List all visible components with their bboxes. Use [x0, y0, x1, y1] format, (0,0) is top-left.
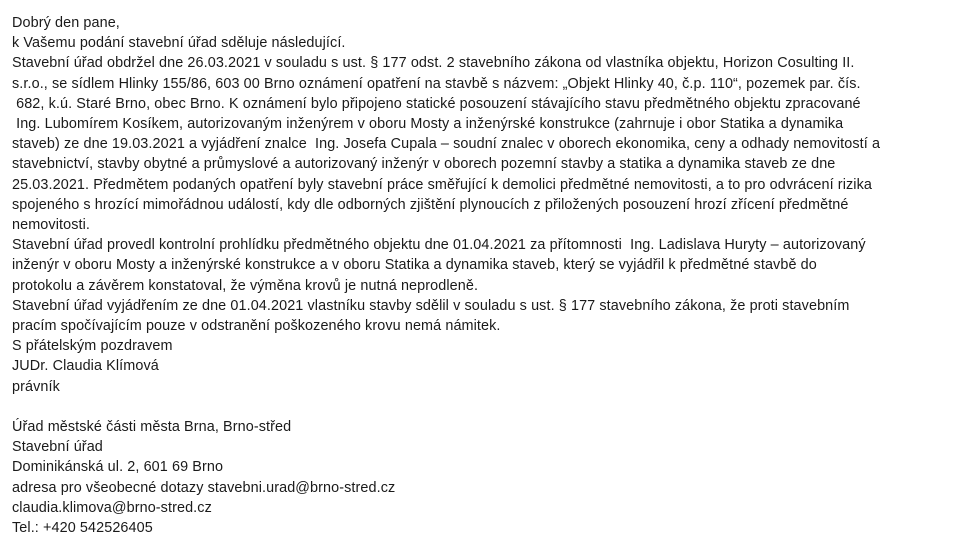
signature-title-line: právník: [12, 378, 60, 395]
letter-body-line: staveb) ze dne 19.03.2021 a vyjádření znalce Ing. Josefa Cupala – soudní znalec v oborech ekonomika, ceny a odhady nemovitostí a: [12, 136, 881, 153]
letter-body-line: 682, k.ú. Staré Brno, obec Brno. K oznámení bylo připojeno statické posouzení stávajícího stavu předmětného objektu zpracované: [12, 95, 861, 112]
letter-body-line: nemovitosti.: [12, 217, 90, 234]
letter-greeting-line: Dobrý den pane,: [12, 15, 120, 31]
footer-personal-email-line: claudia.klimova@brno-stred.cz: [12, 499, 212, 516]
letter-body-line: Stavební úřad provedl kontrolní prohlídku předmětného objektu dne 01.04.2021 za přítomnosti Ing. Ladislava Huryty – autorizovaný: [12, 237, 866, 254]
blank-separator-line: [12, 397, 960, 417]
footer-office-line: Úřad městské části města Brna, Brno-střed: [12, 419, 292, 436]
letter-body-line: pracím spočívajícím pouze v odstranění poškozeného krovu nemá námitek.: [12, 318, 501, 335]
letter-body-line: Ing. Lubomírem Kosíkem, autorizovaným inženýrem v oboru Mosty a inženýrské konstrukce (zahrnuje i obor Statika a dynamika: [12, 116, 844, 133]
letter-closing-line: S přátelským pozdravem: [12, 338, 173, 355]
footer-address-line: Dominikánská ul. 2, 601 69 Brno: [12, 459, 224, 476]
letter-body-line: protokolu a závěrem konstatoval, že výměna krovů je nutná neprodleně.: [12, 277, 479, 294]
letter-body-line: Stavební úřad obdržel dne 26.03.2021 v souladu s ust. § 177 odst. 2 stavebního zákona od vlastníka objektu, Horizon Cosulting II.: [12, 55, 855, 72]
footer-general-email-line: adresa pro všeobecné dotazy stavebni.urad@brno-stred.cz: [12, 479, 396, 496]
letter-body-line: s.r.o., se sídlem Hlinky 155/86, 603 00 Brno oznámení opatření na stavbě s názvem: „Objekt Hlinky 40, č.p. 110“, pozemek par. čís.: [12, 75, 861, 92]
letter-intro-line: k Vašemu podání stavební úřad sděluje následující.: [12, 35, 346, 52]
letter-body-line: spojeného s hrozící mimořádnou událostí, kdy dle odborných zjištění plynoucích z přiložených posouzení hrozí zřícení předmětné: [12, 196, 849, 213]
footer-phone-line: Tel.: +420 542526405: [12, 520, 153, 537]
letter-body-line: 25.03.2021. Předmětem podaných opatření byly stavební práce směřující k demolici předmětné nemovitosti, a to pro odvrácení rizika: [12, 176, 872, 193]
footer-department-line: Stavební úřad: [12, 439, 103, 456]
letter-body-line: stavebnictví, stavby obytné a průmyslové a autorizovaný inženýr v oborech pozemní stavby a statika a dynamika staveb ze dne: [12, 156, 836, 173]
letter-body-line: inženýr v oboru Mosty a inženýrské konstrukce a v oboru Statika a dynamika staveb, který se vyjádřil k předmětné stavbě do: [12, 257, 817, 274]
letter-body-line: Stavební úřad vyjádřením ze dne 01.04.2021 vlastníku stavby sdělil v souladu s ust. § 177 stavebního zákona, že proti stavebním: [12, 297, 850, 314]
signature-name-line: JUDr. Claudia Klímová: [12, 358, 159, 375]
